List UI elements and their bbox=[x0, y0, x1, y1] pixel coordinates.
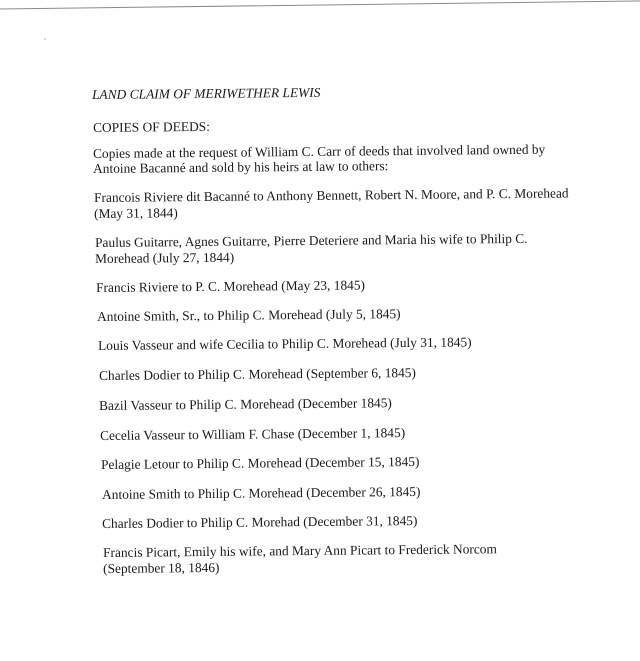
deed-entry-12-line-2: (September 18, 1846) bbox=[103, 559, 220, 576]
deed-entry-1-line-1: Francois Riviere dit Bacanné to Anthony Bennett, Robert N. Moore, and P. C. Morehead bbox=[94, 185, 569, 205]
deed-entry-8: Cecelia Vasseur to William F. Chase (December 1, 1845) bbox=[100, 425, 406, 443]
deed-entry-10: Antoine Smith to Philip C. Morehead (December 26, 1845) bbox=[102, 483, 421, 502]
deed-entry-12-line-1: Francis Picart, Emily his wife, and Mary Ann Picart to Frederick Norcom bbox=[103, 541, 497, 560]
deed-entry-9: Pelagie Letour to Philip C. Morehead (December 15, 1845) bbox=[101, 453, 420, 472]
deed-entry-11: Charles Dodier to Philip C. Morehad (December 31, 1845) bbox=[102, 512, 418, 531]
deed-entry-7: Bazil Vasseur to Philip C. Morehead (December 1845) bbox=[99, 395, 392, 413]
deed-entry-6: Charles Dodier to Philip C. Morehead (September 6, 1845) bbox=[99, 364, 416, 383]
deed-entry-2-line-2: Morehead (July 27, 1844) bbox=[95, 249, 235, 266]
intro-line-2: Antoine Bacanné and sold by his heirs at law to others: bbox=[93, 158, 389, 176]
section-heading: COPIES OF DEEDS: bbox=[93, 118, 210, 135]
document-title: LAND CLAIM OF MERIWETHER LEWIS bbox=[92, 84, 321, 102]
deed-entry-3: Francis Riviere to P. C. Morehead (May 23, 1845) bbox=[96, 277, 366, 295]
deed-entry-5: Louis Vasseur and wife Cecilia to Philip C. Morehead (July 31, 1845) bbox=[98, 334, 472, 353]
deed-entry-2-line-1: Paulus Guitarre, Agnes Guitarre, Pierre Deteriere and Maria his wife to Philip C. bbox=[95, 230, 528, 250]
deed-entry-4: Antoine Smith, Sr., to Philip C. Morehead (July 5, 1845) bbox=[97, 306, 401, 324]
intro-line-1: Copies made at the request of William C. Carr of deeds that involved land owned by bbox=[93, 141, 546, 161]
deed-entry-1-line-2: (May 31, 1844) bbox=[94, 205, 178, 221]
